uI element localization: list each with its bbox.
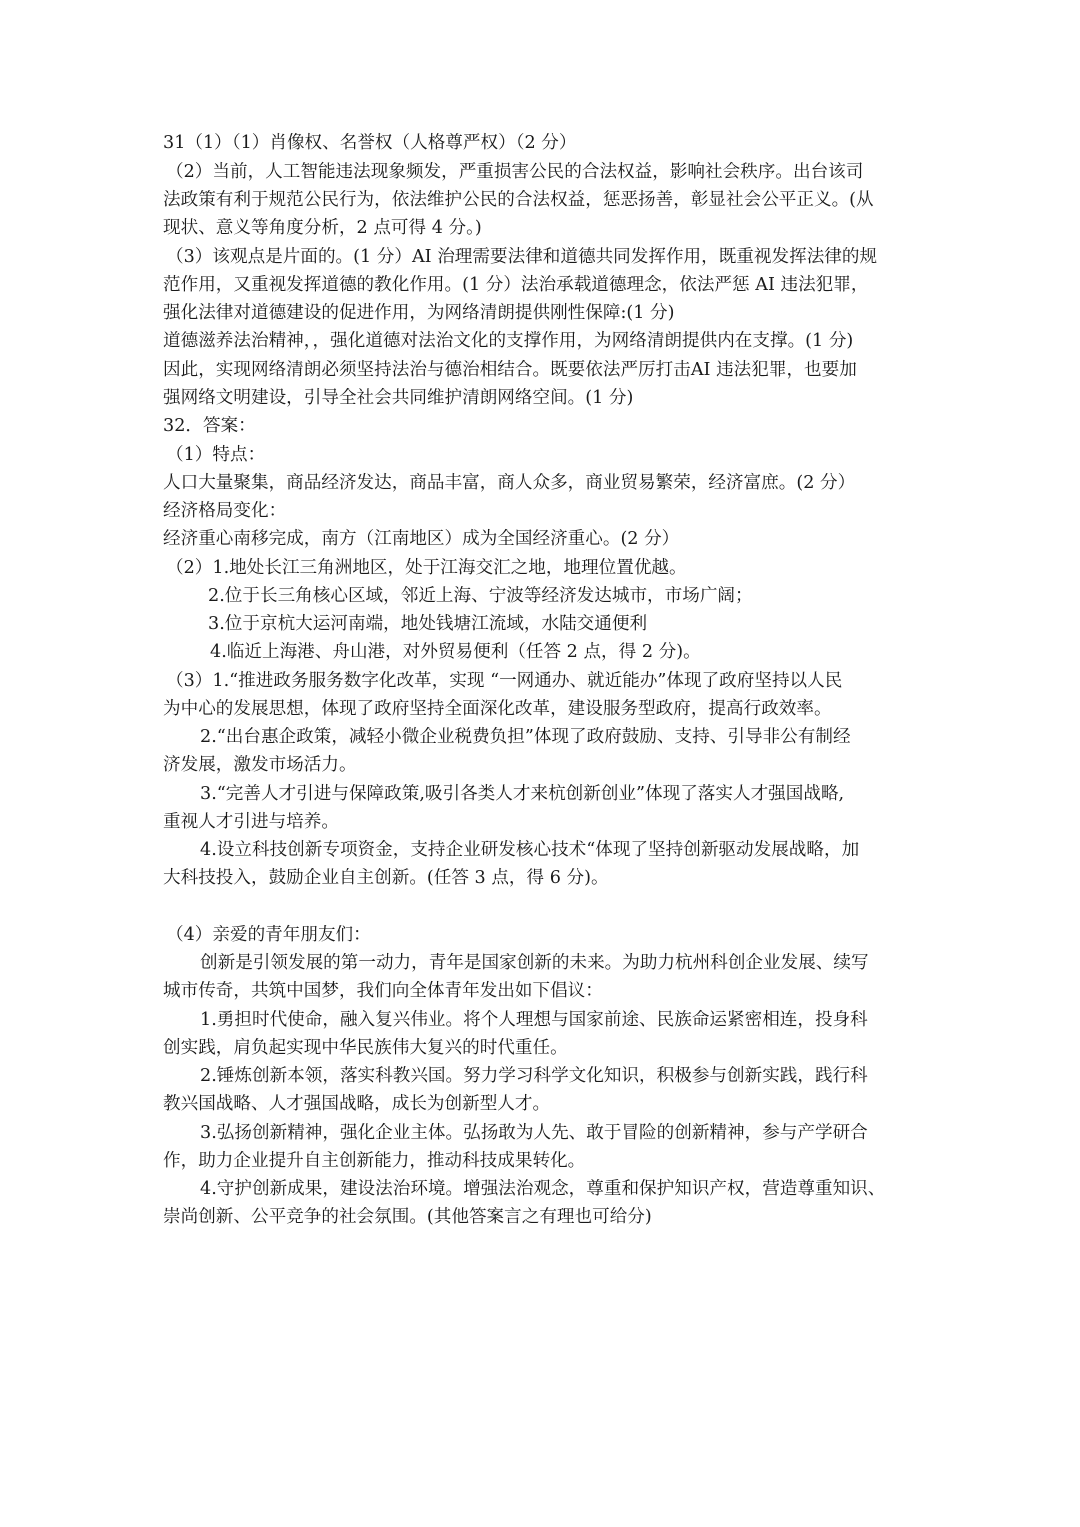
q32-part3-line5: 3.“完善人才引进与保障政策,吸引各类人才来杭创新创业”体现了落实人才强国战略,: [200, 784, 845, 804]
q32-part2-line4: 4.临近上海港、舟山港，对外贸易便利（任答 2 点，得 2 分)。: [210, 642, 701, 662]
q31-part2-line3: 现状、意义等角度分析，2 点可得 4 分。): [163, 218, 482, 238]
q32-part4-line7: 教兴国战略、人才强国战略，成长为创新型人才。: [163, 1094, 551, 1114]
q32-part4-line3: 城市传奇，共筑中国梦，我们向全体青年发出如下倡议：: [163, 981, 603, 1001]
q32-part3-line4: 济发展，激发市场活力。: [163, 755, 357, 775]
q31-part3-line6: 强网络文明建设，引导全社会共同维护清朗网络空间。(1 分): [163, 388, 634, 408]
q32-part4-line5: 创实践，肩负起实现中华民族伟大复兴的时代重任。: [163, 1038, 568, 1058]
q31-part3-line1: （3）该观点是片面的。(1 分）AI 治理需要法律和道德共同发挥作用，既重视发挥法律的规: [166, 247, 878, 267]
q32-part4-line10: 4.守护创新成果，建设法治环境。增强法治观念，尊重和保护知识产权，营造尊重知识、: [200, 1179, 886, 1199]
q32-part2-line2: 2.位于长三角核心区域，邻近上海、宁波等经济发达城市，市场广阔；: [208, 586, 753, 606]
q32-part2-line3: 3.位于京杭大运河南端，地处钱塘江流域，水陆交通便利: [208, 614, 648, 634]
q32-part1-line1: （1）特点：: [166, 445, 266, 465]
q31-part3-line2: 范作用，又重视发挥道德的教化作用。(1 分）法治承载道德理念，依法严惩 AI 违法犯罪，: [163, 275, 869, 295]
q32-part3-line7: 4.设立科技创新专项资金，支持企业研发核心技术“体现了坚持创新驱动发展战略，加: [200, 840, 860, 860]
q31-part2-line2: 法政策有利于规范公民行为，依法维护公民的合法权益，惩恶扬善，彰显社会公平正义。(从: [163, 190, 874, 210]
q32-part3-line3: 2.“出台惠企政策，减轻小微企业税费负担”体现了政府鼓励、支持、引导非公有制经: [200, 727, 851, 747]
q31-part2-line1: （2）当前，人工智能违法现象频发，严重损害公民的合法权益，影响社会秩序。出台该司: [166, 162, 864, 182]
q31-part1: 31（1）（1）肖像权、名誉权（人格尊严权）（2 分）: [163, 133, 577, 153]
q32-part4-line1: （4）亲爱的青年朋友们：: [166, 925, 371, 945]
q32-part4-line2: 创新是引领发展的第一动力，青年是国家创新的未来。为助力杭州科创企业发展、续写: [200, 953, 869, 973]
q32-part4-line9: 作，助力企业提升自主创新能力，推动科技成果转化。: [163, 1151, 586, 1171]
q31-part3-line4: 道德滋养法治精神，，强化道德对法治文化的支撑作用，为网络清朗提供内在支撑。(1 分): [163, 331, 854, 351]
q32-part4-line6: 2.锤炼创新本领，落实科教兴国。努力学习科学文化知识，积极参与创新实践，践行科: [200, 1066, 868, 1086]
q32-part3-line1: （3）1.“推进政务服务数字化改革，实现 “一网通办、就近能办”体现了政府坚持以人民: [166, 671, 843, 691]
q32-part4-line4: 1.勇担时代使命，融入复兴伟业。将个人理想与国家前途、民族命运紧密相连，投身科: [200, 1010, 868, 1030]
q32-part1-line2: 人口大量聚集，商品经济发达，商品丰富，商人众多，商业贸易繁荣，经济富庶。(2 分）: [163, 473, 856, 493]
q32-part4-line8: 3.弘扬创新精神，强化企业主体。弘扬敢为人先、敢于冒险的创新精神，参与产学研合: [200, 1123, 868, 1143]
q32-part3-line8: 大科技投入，鼓励企业自主创新。(任答 3 点，得 6 分)。: [163, 868, 609, 888]
q32-heading: 32．答案：: [163, 416, 256, 436]
q32-part4-line11: 崇尚创新、公平竞争的社会氛围。(其他答案言之有理也可给分): [163, 1207, 652, 1227]
q32-part1-line4: 经济重心南移完成，南方（江南地区）成为全国经济重心。(2 分）: [163, 529, 680, 549]
q32-part2-line1: （2）1.地处长江三角洲地区，处于江海交汇之地，地理位置优越。: [166, 558, 687, 578]
q31-part3-line5: 因此，实现网络清朗必须坚持法治与德治相结合。既要依法严厉打击AI 违法犯罪，也要加: [163, 360, 857, 380]
q32-part1-line3: 经济格局变化：: [163, 501, 287, 521]
q32-part3-line2: 为中心的发展思想，体现了政府坚持全面深化改革，建设服务型政府，提高行政效率。: [163, 699, 832, 719]
q31-part3-line3: 强化法律对道德建设的促进作用，为网络清朗提供刚性保障:(1 分): [163, 303, 675, 323]
q32-part3-line6: 重视人才引进与培养。: [163, 812, 339, 832]
